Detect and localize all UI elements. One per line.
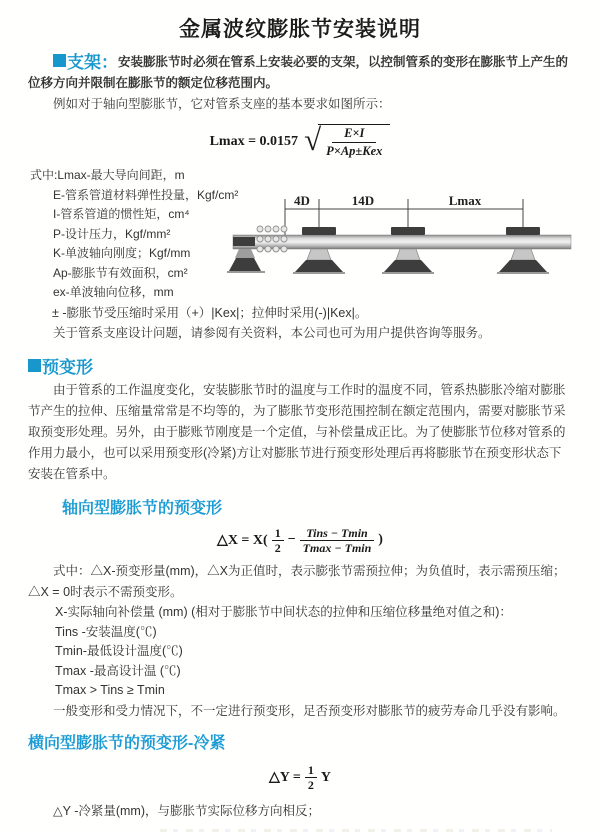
page-title: 金属波纹膨胀节安装说明 <box>179 18 421 41</box>
plusminus-note: ± -膨胀节受压缩时采用（+）|Kex|；拉伸时采用(-)|Kex|。 <box>52 305 368 320</box>
fraction-numerator: 1 <box>274 525 281 540</box>
fraction-denominator: 2 <box>272 540 284 555</box>
subsection-axial-heading: 轴向型膨胀节的预变形 <box>62 499 223 517</box>
dimension-label-lmax: Lmax <box>448 193 482 208</box>
support-intro-paragraph <box>28 52 572 94</box>
axial-note: 一般变形和受力情况下，不一定进行预变形，足否预变形对膨胀节的疲劳寿命几乎没有影响。 <box>53 703 566 718</box>
cutoff-text-artifact <box>160 829 552 832</box>
list-item: Tins -安装温度(℃) <box>55 624 157 639</box>
dx-description: 式中：△X-预变形量(mm)，△X为正值时，表示膨张节需预拉伸；为负值时，表示需预压缩；△X = 0时表示不需预变形。 <box>28 564 566 600</box>
formula-dx-temp-fraction <box>300 526 375 556</box>
list-item: P-设计压力，Kgf/mm² <box>53 226 171 241</box>
formula-dx-lhs: △X = X( <box>217 532 268 548</box>
list-item: E-管系管道材料弹性投量，Kgf/cm² <box>53 187 239 202</box>
section-predeform-heading: 预变形 <box>42 357 93 377</box>
subsection-lateral-heading: 横向型膨胀节的预变形-冷紧 <box>28 734 226 752</box>
list-item: Tmax > Tins ≥ Tmin <box>55 683 165 698</box>
formula-dy-rhs: Y <box>320 769 331 785</box>
list-item: 式中:Lmax-最大导向间距，m <box>30 168 185 182</box>
fraction-denominator: 2 <box>305 777 317 792</box>
formula-dy-lhs: △Y = <box>269 770 301 786</box>
formula-dx-half-fraction <box>272 526 284 556</box>
list-item: K-单波轴向刚度；Kgf/mm <box>53 246 191 260</box>
dimension-label-14d: 14D <box>351 193 375 208</box>
predeform-paragraph: 由于管系的工作温度变化，安装膨胀节时的温度与工作时的温度不同，管系热膨胀冷缩对膨胀节产生的拉伸、压缩量常常是不均等的，为了膨胀节变形范围控制在额定范围内，需要对膨胀节采取预变形处理。另外，由于膨账节刚度是一个定值，与补偿量成正比。为了使膨胀节位移对管系的作用力最小，也可以采用预变形(冷紧)方让对膨胀节进行预变形处理后再将膨胀节在预变形状态下安装在管系中。 <box>28 382 566 481</box>
fraction-numerator: Tins − Tmin <box>306 525 368 540</box>
formula-lmax-fraction <box>318 124 390 159</box>
formula-lmax-lhs: Lmax = 0.0157 <box>209 133 299 149</box>
list-item: Tmin-最低设计温度(℃) <box>55 644 183 659</box>
list-item: Ap-膨胀节有效面积，cm² <box>53 265 188 280</box>
variables-and-diagram <box>28 166 572 303</box>
list-item: Tmax -最高设计温 (℃) <box>55 663 181 678</box>
formula-lmax-numerator: E×I <box>332 126 376 143</box>
support-example-text: 例如对于轴向型膨胀节，它对管系支座的基本要求如图所示： <box>53 97 391 111</box>
guide-support <box>497 227 549 274</box>
x-definition: X-实际轴向补偿量 (mm) (相对于膨胀节中间状态的拉伸和压缩位移量绝对值之和)： <box>55 605 512 620</box>
section-marker-icon <box>28 359 41 372</box>
consult-note: 关于管系支座设计问题，请参阅有关资料，本公司也可为用户提供咨询等服务。 <box>53 325 491 340</box>
formula-dx-close-paren: ) <box>378 532 383 548</box>
dy-description: △Y -冷紧量(mm)，与膨胀节实际位移方向相反； <box>53 803 321 818</box>
formula-delta-y <box>28 763 572 793</box>
fraction-numerator: 1 <box>307 762 314 777</box>
formula-delta-x <box>28 526 572 556</box>
formula-lmax <box>28 124 572 159</box>
formula-lmax-denominator: P×Ap±Kex <box>326 144 383 158</box>
dimension-label-4d: 4D <box>294 193 310 208</box>
list-item: I-管系管道的惯性矩，cm⁴ <box>53 207 190 221</box>
list-item: ex-单波轴向位移，mm <box>53 285 174 299</box>
pipe-support-diagram <box>233 192 585 288</box>
guide-support <box>382 227 434 274</box>
formula-dx-minus: − <box>287 532 296 548</box>
temperature-definitions <box>28 603 572 701</box>
support-intro-text: 安装膨胀节时必须在管系上安装必要的支架，以控制管系的变形在膨胀节上产生的位移方向并限制在膨胀节的额定位移范围内。 <box>28 55 569 90</box>
section-support-heading: 支架： <box>67 53 118 72</box>
formula-dy-fraction <box>305 763 317 793</box>
guide-support <box>293 227 345 274</box>
section-marker-icon <box>53 54 66 67</box>
radical-icon: √ <box>304 122 322 158</box>
fraction-denominator: Tmax − Tmin <box>300 540 375 555</box>
predeform-heading-row <box>28 353 572 378</box>
